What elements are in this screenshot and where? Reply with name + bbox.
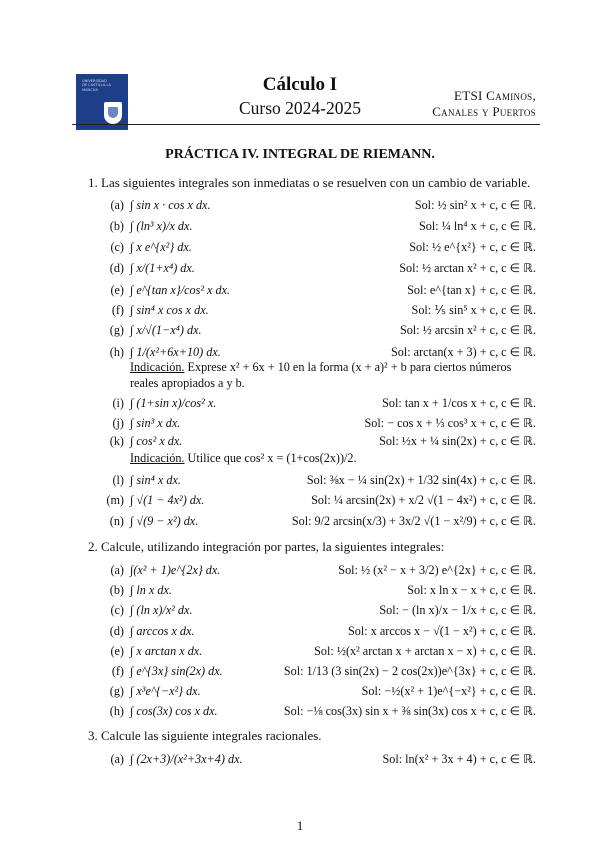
exercise-solution: Sol: ½ arcsin x² + c, c ∈ ℝ. bbox=[399, 323, 536, 337]
exercise-solution: Sol: x ln x − x + c, c ∈ ℝ. bbox=[407, 583, 536, 597]
hint-h-line2 bbox=[130, 376, 245, 391]
exercise-solution: Sol: − cos x + ⅓ cos³ x + c, c ∈ ℝ. bbox=[364, 416, 536, 430]
exercise-expression: ∫ x/(1+x⁴) dx. bbox=[130, 261, 195, 275]
page-number: 1 bbox=[296, 818, 304, 833]
exercise-2e bbox=[104, 644, 536, 660]
exercise-1g bbox=[104, 323, 536, 339]
exercise-solution: Sol: ¼ ln⁴ x + c, c ∈ ℝ. bbox=[418, 219, 536, 233]
exercise-label: (a) bbox=[110, 198, 124, 212]
exercise-1a bbox=[104, 198, 536, 214]
exercise-solution: Sol: − (ln x)/x − 1/x + c, c ∈ ℝ. bbox=[379, 603, 536, 617]
exercise-2f bbox=[104, 664, 536, 680]
exercise-solution: Sol: tan x + 1/cos x + c, c ∈ ℝ. bbox=[382, 396, 536, 410]
exercise-solution: Sol: ¼ arcsin(2x) + x/2 √(1 − 4x²) + c, c ∈ ℝ. bbox=[311, 493, 536, 507]
exercise-label: (l) bbox=[112, 473, 124, 487]
exercise-solution: Sol: ½(x² arctan x + arctan x − x) + c, c ∈ ℝ. bbox=[314, 644, 536, 658]
exercise-expression: ∫ √(9 − x²) dx. bbox=[130, 514, 199, 528]
exercise-solution: Sol: 1/13 (3 sin(2x) − 2 cos(2x))e^{3x} + c, c ∈ ℝ. bbox=[283, 664, 536, 678]
exercise-1i bbox=[104, 396, 536, 412]
exercise-label: (f) bbox=[111, 664, 124, 678]
exercise-2d bbox=[104, 624, 536, 640]
exercise-expression: ∫ (1+sin x)/cos² x. bbox=[130, 396, 217, 410]
exercise-label: (a) bbox=[110, 752, 124, 766]
exercise-solution: Sol: ½ sin² x + c, c ∈ ℝ. bbox=[414, 198, 536, 212]
exercise-2a bbox=[104, 563, 536, 579]
header-divider bbox=[72, 124, 540, 125]
exercise-expression: ∫ x e^{x²} dx. bbox=[130, 240, 192, 254]
exercise-1c bbox=[104, 240, 536, 256]
exercise-1l bbox=[104, 473, 536, 489]
exercise-expression: ∫ (2x+3)/(x²+3x+4) dx. bbox=[130, 752, 243, 766]
exercise-1e bbox=[104, 283, 536, 299]
exercise-expression: ∫ x/√(1−x⁴) dx. bbox=[130, 323, 202, 337]
exercise-2b bbox=[104, 583, 536, 599]
exercise-label: (g) bbox=[109, 323, 124, 337]
course-year: Curso 2024-2025 bbox=[238, 98, 361, 118]
exercise-1m bbox=[104, 493, 536, 509]
exercise-label: (c) bbox=[110, 240, 124, 254]
school-line-2: Canales y Puertos bbox=[432, 104, 536, 119]
exercise-1b bbox=[104, 219, 536, 235]
exercise-label: (b) bbox=[109, 583, 124, 597]
exercise-expression: ∫(x² + 1)e^{2x} dx. bbox=[130, 563, 221, 577]
exercise-2g bbox=[104, 684, 536, 700]
hint-k bbox=[130, 451, 357, 466]
exercise-expression: ∫ arccos x dx. bbox=[130, 624, 195, 638]
school-line-1: ETSI Caminos, bbox=[453, 88, 536, 103]
exercise-label: (a) bbox=[110, 563, 124, 577]
exercise-expression: ∫ cos² x dx. bbox=[130, 434, 183, 448]
exercise-1k bbox=[104, 434, 536, 450]
exercise-expression: ∫ cos(3x) cos x dx. bbox=[130, 704, 218, 718]
exercise-expression: ∫ (ln x)/x² dx. bbox=[130, 603, 193, 617]
exercise-expression: ∫ e^{3x} sin(2x) dx. bbox=[130, 664, 223, 678]
question-3-text: 3. Calcule las siguiente integrales racionales. bbox=[88, 728, 322, 743]
exercise-2h bbox=[104, 704, 536, 720]
exercise-1h bbox=[104, 345, 536, 361]
hint-text: Utilice que cos² x = (1+cos(2x))/2. bbox=[184, 451, 357, 465]
crest-icon bbox=[104, 102, 122, 124]
exercise-label: (m) bbox=[106, 493, 124, 507]
exercise-expression: ∫ sin³ x dx. bbox=[130, 416, 181, 430]
exercise-label: (e) bbox=[110, 644, 124, 658]
exercise-expression: ∫ ln x dx. bbox=[130, 583, 172, 597]
exercise-solution: Sol: ln(x² + 3x + 4) + c, c ∈ ℝ. bbox=[382, 752, 536, 766]
exercise-expression: ∫ sin⁴ x cos x dx. bbox=[130, 303, 209, 317]
hint-text: Exprese x² + 6x + 10 en la forma (x + a)² + b para ciertos números bbox=[184, 360, 512, 374]
exercise-solution: Sol: −⅛ cos(3x) sin x + ⅜ sin(3x) cos x + c, c ∈ ℝ. bbox=[283, 704, 536, 718]
exercise-solution: Sol: ⅕ sin⁵ x + c, c ∈ ℝ. bbox=[411, 303, 536, 317]
exercise-1d bbox=[104, 261, 536, 277]
exercise-solution: Sol: e^{tan x} + c, c ∈ ℝ. bbox=[407, 283, 536, 297]
exercise-expression: ∫ sin x · cos x dx. bbox=[130, 198, 211, 212]
exercise-label: (d) bbox=[109, 261, 124, 275]
exercise-label: (e) bbox=[110, 283, 124, 297]
exercise-solution: Sol: ⅜x − ¼ sin(2x) + 1/32 sin(4x) + c, c ∈ ℝ. bbox=[306, 473, 536, 487]
exercise-expression: ∫ e^{tan x}/cos² x dx. bbox=[130, 283, 231, 297]
university-logo bbox=[76, 74, 128, 130]
exercise-solution: Sol: ½x + ¼ sin(2x) + c, c ∈ ℝ. bbox=[379, 434, 536, 448]
exercise-label: (h) bbox=[109, 345, 124, 359]
question-1-text: 1. Las siguientes integrales son inmediatas o se resuelven con un cambio de variable. bbox=[88, 175, 531, 190]
exercise-label: (b) bbox=[109, 219, 124, 233]
exercise-label: (i) bbox=[112, 396, 124, 410]
exercise-solution: Sol: ½ (x² − x + 3/2) e^{2x} + c, c ∈ ℝ. bbox=[338, 563, 536, 577]
exercise-2c bbox=[104, 603, 536, 619]
exercise-label: (d) bbox=[109, 624, 124, 638]
exercise-expression: ∫ x³e^{−x²} dx. bbox=[130, 684, 201, 698]
exercise-label: (n) bbox=[109, 514, 124, 528]
logo-text: UNIVERSIDAD DE CASTILLA-LA MANCHA bbox=[82, 79, 111, 92]
exercise-label: (f) bbox=[111, 303, 124, 317]
exercise-solution: Sol: arctan(x + 3) + c, c ∈ ℝ. bbox=[390, 345, 536, 359]
exercise-expression: ∫ 1/(x²+6x+10) dx. bbox=[130, 345, 221, 359]
exercise-expression: ∫ sin⁴ x dx. bbox=[130, 473, 181, 487]
exercise-solution: Sol: ½ e^{x²} + c, c ∈ ℝ. bbox=[409, 240, 536, 254]
hint-text: reales apropiados a y b. bbox=[130, 376, 245, 390]
exercise-expression: ∫ (ln³ x)/x dx. bbox=[130, 219, 193, 233]
exercise-label: (j) bbox=[112, 416, 124, 430]
exercise-expression: ∫ √(1 − 4x²) dx. bbox=[130, 493, 205, 507]
exercise-3a bbox=[104, 752, 536, 768]
exercise-solution: Sol: −½(x² + 1)e^{−x²} + c, c ∈ ℝ. bbox=[361, 684, 536, 698]
course-title: Cálculo I bbox=[262, 74, 338, 95]
hint-label: Indicación. bbox=[130, 451, 185, 465]
exercise-solution: Sol: x arccos x − √(1 − x²) + c, c ∈ ℝ. bbox=[348, 624, 536, 638]
practice-title: PRÁCTICA IV. INTEGRAL DE RIEMANN. bbox=[165, 147, 435, 162]
question-2-text: 2. Calcule, utilizando integración por partes, la siguientes integrales: bbox=[88, 539, 445, 554]
hint-label: Indicación. bbox=[130, 360, 185, 374]
exercise-solution: Sol: 9/2 arcsin(x/3) + 3x/2 √(1 − x²/9) + c, c ∈ ℝ. bbox=[291, 514, 536, 528]
exercise-1n bbox=[104, 514, 536, 530]
exercise-expression: ∫ x arctan x dx. bbox=[130, 644, 203, 658]
exercise-solution: Sol: ½ arctan x² + c, c ∈ ℝ. bbox=[399, 261, 536, 275]
hint-h-line1 bbox=[130, 360, 511, 375]
exercise-label: (c) bbox=[110, 603, 124, 617]
exercise-1j bbox=[104, 416, 536, 432]
exercise-label: (h) bbox=[109, 704, 124, 718]
exercise-1f bbox=[104, 303, 536, 319]
exercise-label: (g) bbox=[109, 684, 124, 698]
exercise-label: (k) bbox=[109, 434, 124, 448]
